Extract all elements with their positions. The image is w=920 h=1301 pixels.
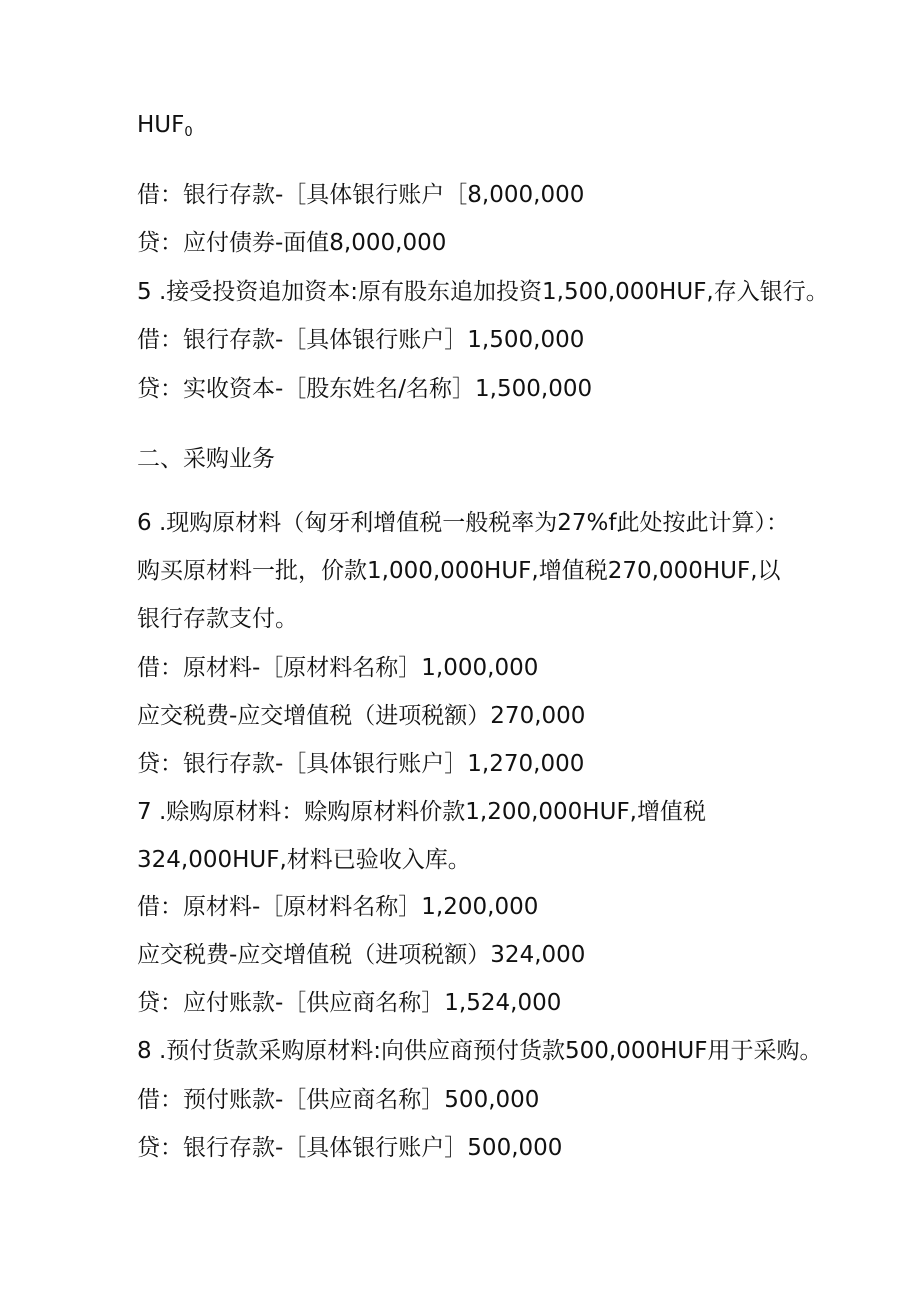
currency-note: [137, 110, 193, 144]
entry-credit-bonds-payable: 贷：应付债券-面值8,000,000: [137, 230, 447, 256]
entry-debit-vat-input-7: 应交税费-应交增值税（进项税额）324,000: [137, 942, 586, 968]
entry-debit-prepayments: 借：预付账款-［供应商名称］500,000: [137, 1087, 540, 1113]
entry-credit-accounts-payable: 贷：应付账款-［供应商名称］1,524,000: [137, 990, 562, 1016]
section-heading-procurement: 二、采购业务: [137, 446, 275, 472]
entry-debit-raw-materials-7: 借：原材料-［原材料名称］1,200,000: [137, 894, 539, 920]
entry-credit-paid-in-capital: 贷：实收资本-［股东姓名/名称］1,500,000: [137, 376, 593, 402]
entry-debit-vat-input-6: 应交税费-应交增值税（进项税额）270,000: [137, 703, 586, 729]
entry-credit-bank-deposit-6: 贷：银行存款-［具体银行账户］1,270,000: [137, 751, 585, 777]
item-6-heading: 6 .现购原材料（匈牙利增值税一般税率为27%f此处按此计算）：购买原材料一批，价款1,000,000HUF,增值税270,000HUF,以银行存款支付。: [137, 510, 789, 632]
item-7-heading: 7 .赊购原材料：赊购原材料价款1,200,000HUF,增值税: [137, 799, 706, 825]
item-7-heading-continued: 324,000HUF,材料已验收入库。: [137, 847, 471, 873]
item-5-heading: 5 .接受投资追加资本:原有股东追加投资1,500,000HUF,存入银行。: [137, 279, 829, 305]
entry-debit-raw-materials-6: 借：原材料-［原材料名称］1,000,000: [137, 655, 539, 681]
entry-debit-bank-deposit-capital: 借：银行存款-［具体银行账户］1,500,000: [137, 327, 585, 353]
entry-debit-bank-deposit-bond: 借：银行存款-［具体银行账户［8,000,000: [137, 182, 585, 208]
currency-note-main: HUF: [137, 112, 185, 138]
entry-credit-bank-deposit-8: 贷：银行存款-［具体银行账户］500,000: [137, 1135, 563, 1161]
item-8-heading: 8 .预付货款采购原材料:向供应商预付货款500,000HUF用于采购。: [137, 1038, 823, 1064]
currency-note-subscript: 0: [184, 125, 193, 140]
